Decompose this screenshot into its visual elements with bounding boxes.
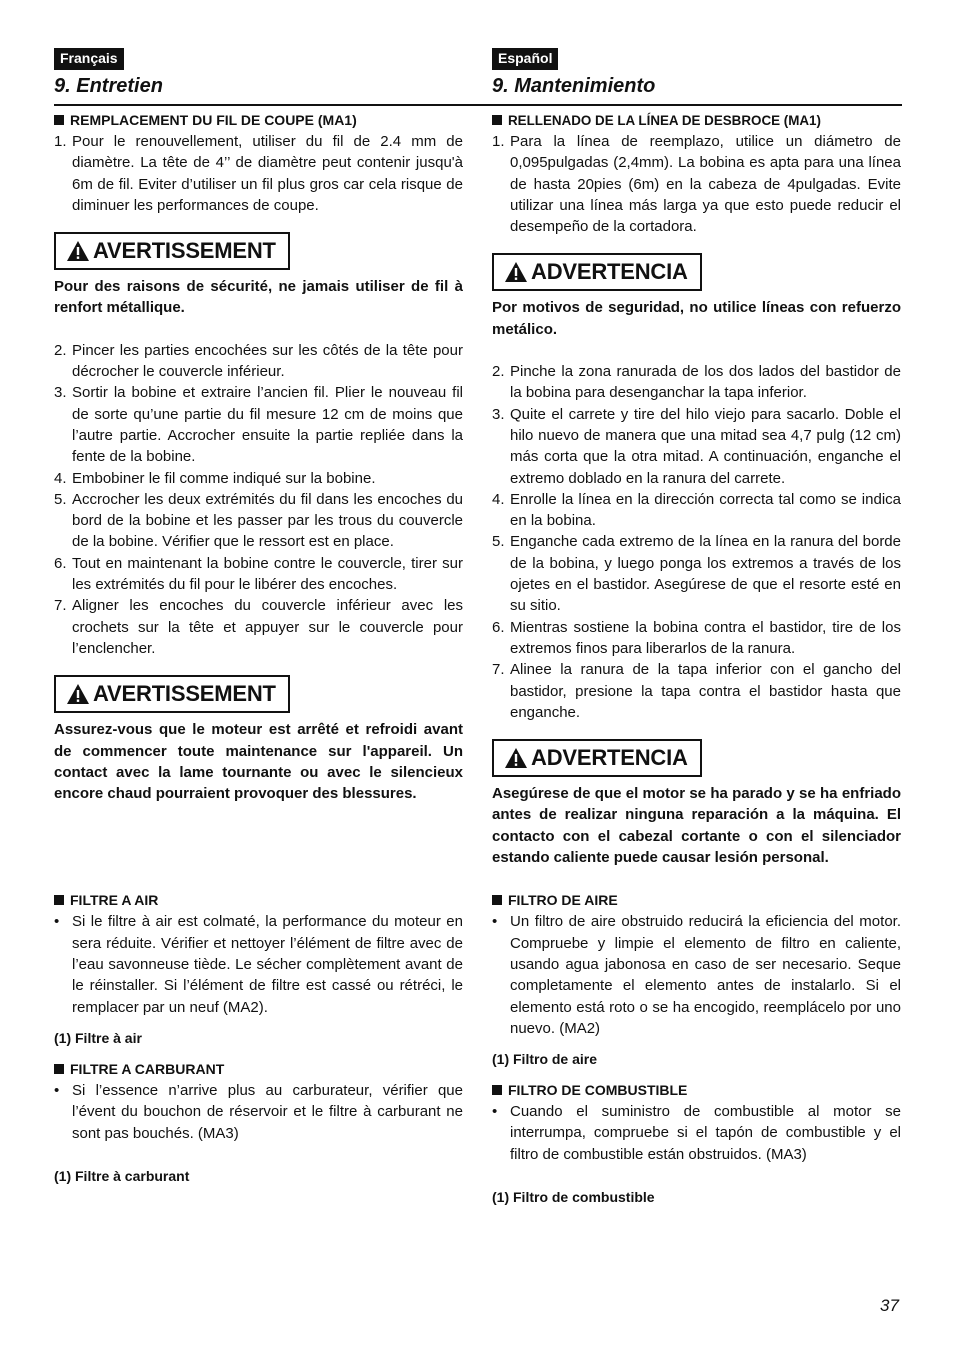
- figure-caption: (1) Filtro de combustible: [492, 1188, 655, 1205]
- figure-caption: (1) Filtro de aire: [492, 1051, 598, 1068]
- list-item: 2. Pinche la zona ranurada de los dos lados del bastidor de la bobina para desenganchar la tapa inferior.: [492, 363, 901, 402]
- list-item: 5. Accrocher les deux extrémités du fil dans les encoches du bord de la bobine et les passer par les trous du couvercle de la bobine. Vérifier que le ressort est en place.: [54, 490, 463, 551]
- list-item: 4. Enrolle la línea en la dirección correcta tal como se indica en la bobina.: [492, 490, 901, 530]
- square-bullet-icon: [492, 1085, 502, 1095]
- warning-triangle-icon: [504, 261, 528, 283]
- list-item: • Si le filtre à air est colmaté, la performance du moteur en sera réduite. Vérifier et nettoyer l’élément de filtre avec de l’eau savonneuse tiède. Le sécher complètement avant de le réinstaller. Si l’élément de filtre est cassé ou rétréci, le remplacer par un neuf (MA2).: [54, 913, 463, 1016]
- figure-caption: (1) Filtre à air: [54, 1029, 142, 1046]
- language-tab-french: Français: [54, 48, 124, 70]
- list-item: 2. Pincer les parties encochées sur les côtés de la tête pour décrocher le couvercle inférieur.: [54, 341, 463, 381]
- page-number: 37: [880, 1296, 899, 1315]
- square-bullet-icon: [492, 895, 502, 905]
- warning-text: Assurez-vous que le moteur est arrêté et refroidi avant de commencer toute maintenance sur l'appareil. Un contact avec la lame tournante ou avec le silencieux encore chaud pourraient provoquer des blessures.: [54, 721, 463, 803]
- heading-fuel-filter: FILTRE A CARBURANT: [54, 1059, 463, 1080]
- square-bullet-icon: [54, 1064, 64, 1074]
- warning-text: Asegúrese de que el motor se ha parado y se ha enfriado antes de realizar ninguna reparación a la máquina. El contacto con el cabezal cortante o con el silenciador estando caliente puede causar lesión personal.: [492, 785, 901, 867]
- warning-box: AVERTISSEMENT: [54, 232, 290, 270]
- column-spanish: [492, 48, 901, 1208]
- warning-box: AVERTISSEMENT: [54, 675, 290, 713]
- warning-text: Por motivos de seguridad, no utilice líneas con refuerzo metálico.: [492, 299, 901, 338]
- list-item: • Un filtro de aire obstruido reducirá la eficiencia del motor. Compruebe y limpie el elemento de filtro en caliente, usando agua jabonosa en caso de ser necesario. Seque completamente el elemento antes de instalarlo. Si el elemento está roto o se ha encogido, reemplácelo por uno nuevo. (MA2): [492, 913, 901, 1037]
- list-item: 1. Para la línea de reemplazo, utilice un diámetro de 0,095pulgadas (2,4mm). La bobina es apta para una línea de hasta 20pies (6m) en la cabeza de 4pulgadas. Evite utilizar una línea más larga ya que esto puede reducir el desempeño de la cortadora.: [492, 133, 901, 236]
- list-item: • Si l’essence n’arrive plus au carburateur, vérifier que l’évent du bouchon de réservoir et le filtre à carburant ne sont pas bouchés. (MA3): [54, 1081, 463, 1142]
- warning-box: ADVERTENCIA: [492, 739, 702, 777]
- section-title-spanish: 9. Mantenimiento: [492, 75, 656, 97]
- figure-caption: (1) Filtre à carburant: [54, 1167, 190, 1184]
- list-item: 4. Embobiner le fil comme indiqué sur la bobine.: [54, 469, 376, 487]
- square-bullet-icon: [54, 115, 64, 125]
- square-bullet-icon: [54, 895, 64, 905]
- warning-triangle-icon: [66, 240, 90, 262]
- list-item: 7. Alinee la ranura de la tapa inferior con el gancho del bastidor, presione la tapa contra el bastidor hasta que enganche.: [492, 661, 901, 721]
- list-item: 3. Sortir la bobine et extraire l’ancien fil. Plier le nouveau fil de sorte qu’une partie du fil mesure 12 cm de moins que l’autre partie. Accrocher ensuite la partie repliée dans la fente de la bobine.: [54, 384, 463, 466]
- heading-air-filter: FILTRE A AIR: [54, 890, 463, 911]
- heading-line-replacement: REMPLACEMENT DU FIL DE COUPE (MA1): [54, 110, 463, 131]
- column-french: [54, 48, 463, 1187]
- square-bullet-icon: [492, 115, 502, 125]
- heading-air-filter: FILTRO DE AIRE: [492, 890, 901, 911]
- heading-line-replacement: RELLENADO DE LA LÍNEA DE DESBROCE (MA1): [492, 110, 901, 131]
- list-item: 6. Tout en maintenant la bobine contre le couvercle, tirer sur les extrémités du fil pour le libérer des encoches.: [54, 554, 463, 594]
- list-item: 5. Enganche cada extremo de la línea en la ranura del borde de la bobina, y luego ponga los extremos a través de los ojetes en el bastidor. Asegúrese de que el resorte esté en su sitio.: [492, 533, 901, 615]
- language-tab-spanish: Español: [492, 48, 558, 70]
- list-item: 1. Pour le renouvellement, utiliser du fil de 2.4 mm de diamètre. La tête de 4’’ de diamètre peut contenir jusqu'à 6m de fil. Eviter d’utiliser un fil plus gros car cela risque de diminuer les performances de coupe.: [54, 133, 463, 214]
- section-title-french: 9. Entretien: [54, 75, 163, 97]
- list-item: • Cuando el suministro de combustible al motor se interrumpa, compruebe si el tapón de combustible y el filtro de combustible están obstruidos. (MA3): [492, 1103, 901, 1163]
- warning-triangle-icon: [66, 683, 90, 705]
- warning-box: ADVERTENCIA: [492, 253, 702, 291]
- warning-triangle-icon: [504, 747, 528, 769]
- list-item: 3. Quite el carrete y tire del hilo viejo para sacarlo. Doble el hilo nuevo de manera que una mitad sea 4,7 pulg (12 cm) más corta que la otra mitad. A continuación, enganche el extremo doblado en la ranura del carrete.: [492, 405, 901, 487]
- list-item: 6. Mientras sostiene la bobina contra el bastidor, tire de los extremos finos para liberarlos de la ranura.: [492, 618, 901, 657]
- list-item: 7. Aligner les encoches du couvercle inférieur avec les crochets sur la tête et appuyer sur le couvercle pour l’enclencher.: [54, 597, 463, 657]
- warning-text: Pour des raisons de sécurité, ne jamais utiliser de fil à renfort métallique.: [54, 278, 463, 317]
- heading-fuel-filter: FILTRO DE COMBUSTIBLE: [492, 1080, 901, 1101]
